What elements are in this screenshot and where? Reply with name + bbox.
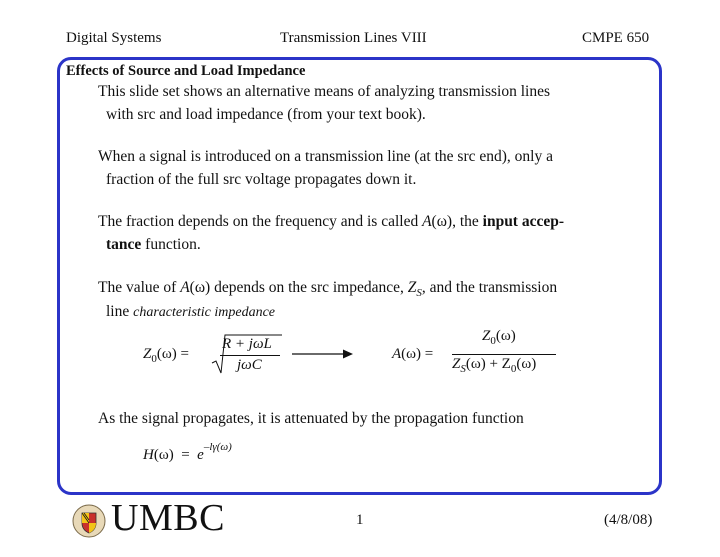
- paragraph-5: As the signal propagates, it is attenuated by the propagation function: [98, 410, 524, 427]
- paragraph-3-line-2: tance function.: [106, 236, 201, 253]
- z0-fraction-bar: [220, 355, 280, 356]
- page-number: 1: [356, 512, 364, 528]
- paragraph-3-line-1: The fraction depends on the frequency and is called A(ω), the input accep-: [98, 213, 565, 230]
- a-numerator: $Z_0(\omega)$: [482, 328, 516, 347]
- umbc-seal-icon: [72, 504, 106, 538]
- header-topic: Transmission Lines VIII: [280, 30, 427, 46]
- header-course: Digital Systems: [66, 30, 162, 46]
- paragraph-2-line-2: fraction of the full src voltage propagates down it.: [106, 171, 417, 188]
- slide-title: Effects of Source and Load Impedance: [66, 63, 306, 79]
- header-course-code: CMPE 650: [582, 30, 650, 46]
- paragraph-1-line-2: with src and load impedance (from your text book).: [106, 106, 426, 123]
- slide-date: (4/8/08): [604, 512, 653, 528]
- z0-equation-lhs: $Z_0(\omega)$ =: [143, 346, 189, 365]
- z0-numerator: R + jωL: [222, 336, 272, 352]
- z0-denominator: jωC: [237, 357, 262, 373]
- paragraph-4-line-1: The value of A(ω) depends on the src impedance, $Z_S$, and the transmission: [98, 279, 558, 300]
- paragraph-1-line-1: This slide set shows an alternative means of analyzing transmission lines: [98, 83, 550, 100]
- h-equation: $H(\omega) = e^{-l\gamma(\omega)}$: [143, 441, 232, 463]
- arrow-right-icon: [292, 348, 354, 360]
- umbc-logo-text: UMBC: [111, 497, 225, 539]
- a-fraction-bar: [452, 354, 556, 355]
- paragraph-4-line-2: line characteristic impedance: [106, 303, 276, 320]
- a-denominator: $Z_S(\omega) + Z_0(\omega)$: [452, 356, 537, 375]
- a-equation-lhs: A(ω) =: [392, 346, 434, 362]
- paragraph-2-line-1: When a signal is introduced on a transmission line (at the src end), only a: [98, 148, 553, 165]
